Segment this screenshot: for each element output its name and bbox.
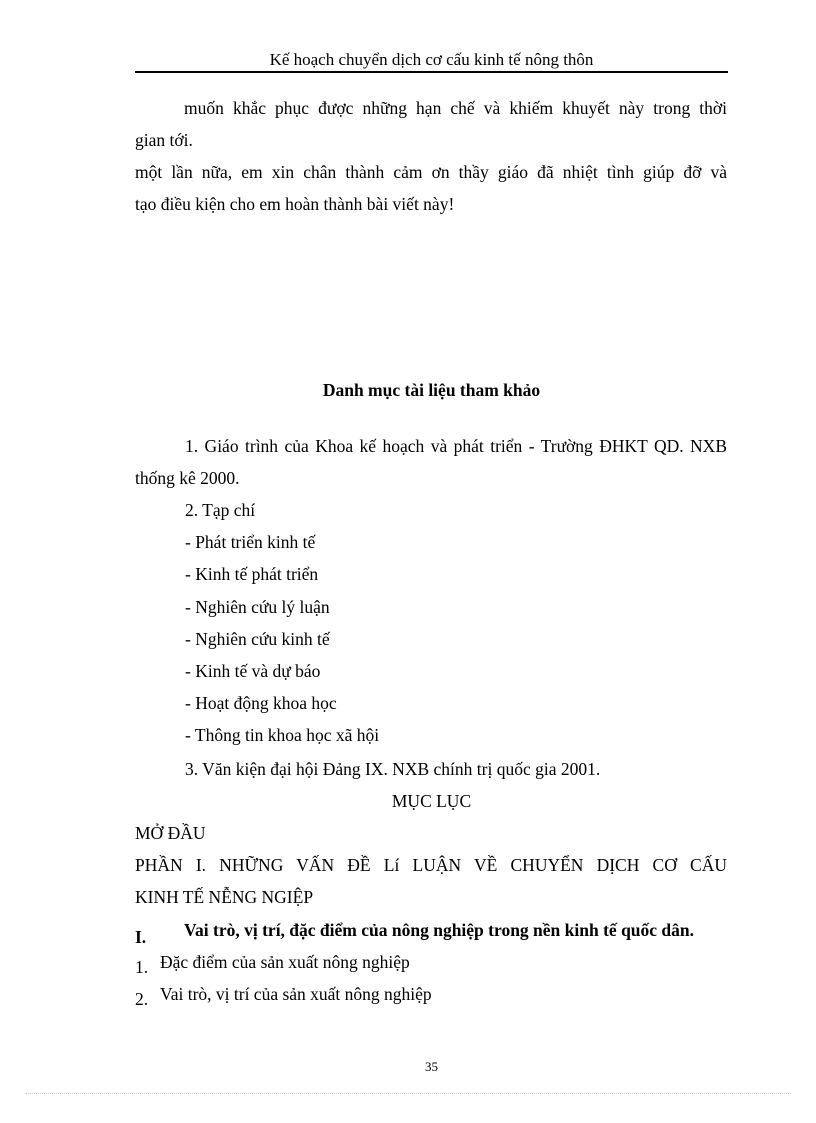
toc-part-1-line-2: KINH TẾ NỄNG NGIỆP: [135, 887, 314, 907]
toc-item-title: Đặc điểm của sản xuất nông nghiệp: [160, 952, 410, 972]
toc-item-number: 2.: [135, 989, 149, 1009]
intro-line-1: muốn khắc phục được những hạn chế và khiếm khuyết này trong thời: [184, 98, 727, 118]
journal-item: - Thông tin khoa học xã hội: [185, 725, 380, 745]
intro-line-2: gian tới.: [135, 130, 193, 150]
page-bottom-edge: [25, 1093, 791, 1094]
references-heading: Danh mục tài liệu tham khảo: [322, 380, 541, 400]
toc-heading: MỤC LỤC: [391, 791, 472, 811]
reference-2: 2. Tạp chí: [185, 500, 256, 520]
toc-part-1-line-1: PHẦN I. NHỮNG VẤN ĐỀ Lí LUẬN VỀ CHUYỂN DỊCH CƠ CẤU: [135, 855, 727, 875]
journal-item: - Phát triển kinh tế: [185, 532, 316, 552]
toc-item-title: Vai trò, vị trí của sản xuất nông nghiệp: [160, 984, 432, 1004]
intro-line-4: tạo điều kiện cho em hoàn thành bài viết này!: [135, 194, 455, 214]
header-rule: [135, 71, 728, 73]
reference-1-line-1: 1. Giáo trình của Khoa kế hoạch và phát triển - Trường ĐHKT QD. NXB: [185, 436, 727, 456]
page-number: 35: [425, 1059, 438, 1074]
intro-line-3: một lần nữa, em xin chân thành cảm ơn thầy giáo đã nhiệt tình giúp đỡ và: [135, 162, 727, 182]
toc-opening: MỞ ĐẦU: [135, 823, 206, 843]
journal-item: - Hoạt động khoa học: [185, 693, 337, 713]
toc-item-number: 1.: [135, 957, 149, 977]
toc-section-title: Vai trò, vị trí, đặc điểm của nông nghiệp trong nền kinh tế quốc dân.: [184, 920, 695, 940]
journal-item: - Kinh tế và dự báo: [185, 661, 321, 681]
reference-1-line-2: thống kê 2000.: [135, 468, 240, 488]
journal-item: - Kinh tế phát triển: [185, 564, 319, 584]
reference-3: 3. Văn kiện đại hội Đảng IX. NXB chính trị quốc gia 2001.: [185, 759, 601, 779]
toc-section-number: I.: [135, 927, 147, 947]
running-header: Kế hoạch chuyển dịch cơ cấu kinh tế nông thôn: [269, 50, 594, 69]
journal-item: - Nghiên cứu kinh tế: [185, 629, 330, 649]
journal-item: - Nghiên cứu lý luận: [185, 597, 330, 617]
